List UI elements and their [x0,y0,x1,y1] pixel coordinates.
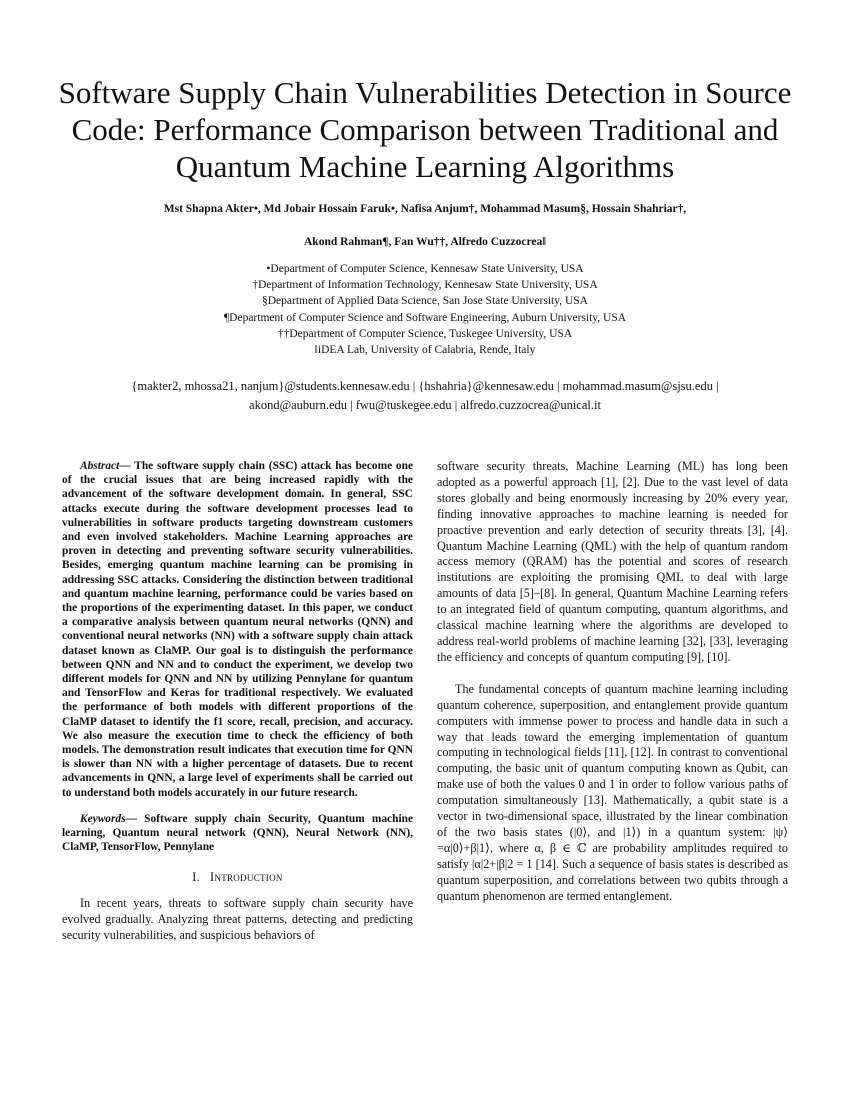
author-emails [60,377,790,414]
affiliations [60,261,790,358]
affiliation: ¶Department of Computer Science and Software Engineering, Auburn University, USA [223,311,627,324]
abstract-text: The software supply chain (SSC) attack has become one of the crucial issues that are being increased rapidly with the advancement of the software development domain. In general, SSC attacks execute during the software development processes lead to vulnerabilities in software products targeting downstream customers and even involved stakeholders. Machine Learning approaches are proven in detecting and preventing software security vulnerabilities. Besides, emerging quantum machine learning can be promising in addressing SSC attacks. Considering the distinction between traditional and quantum machine learning, performance could be varies based on the proportions of the experimenting dataset. In this paper, we conduct a comparative analysis between quantum neural networks (QNN) and conventional neural networks (NN) with a software supply chain attack dataset known as ClaMP. Our goal is to distinguish the performance between QNN and NN and to conduct the experiment, we develop two different models for QNN and NN by utilizing Pennylane for quantum and TensorFlow and Keras for traditional respectively. We evaluated the performance of both models with different proportions of the ClaMP dataset to identify the f1 score, recall, precision, and accuracy. We also measure the execution time to check the efficiency of both models. The demonstration result indicates that execution time for QNN is slower than NN with a higher percentage of datasets. Due to recent advancements in QNN, a large level of experiments shall be carried out to understand both models accurately in our future research. [62,460,413,799]
section-title: Introduction [210,870,283,885]
emails-line-2: akond@auburn.edu | fwu@tuskegee.edu | alfredo.cuzzocrea@unical.it [249,397,601,412]
intro-paragraph-1-continued: software security threats, Machine Learning (ML) has long been adopted as a powerful approach [1], [2]. Due to the vast level of data stores globally and being enormously increasing by 20% every year, finding innovative approaches to machine learning is needed for proactive prevention and early detection of security threats [3], [4]. Quantum Machine Learning (QML) with the help of quantum random access memory (QRAM) has the potential and scores of research institutions are exploiting the promising QML to deal with large amounts of data [5]–[8]. In general, Quantum Machine Learning refers to an integrated field of quantum computing, quantum algorithms, and classical machine learning where the algorithms are developed to address real-world problems of machine learning [32], [33], leveraging the efficiency and concepts of quantum computing [9], [10]. [437,459,788,664]
keywords [62,812,413,855]
abstract-lead: Abstract— [80,460,131,472]
intro-paragraph-1: In recent years, threats to software supply chain security have evolved gradually. Analyzing threat patterns, detecting and predicting security vulnerabilities, and suspicious behaviors of [62,896,413,943]
keywords-lead: Keywords— [80,812,137,825]
authors-line-2: Akond Rahman¶, Fan Wu††, Alfredo Cuzzocrea‖ [304,236,546,248]
left-column [62,459,413,944]
keywords-text: Software supply chain Security, Quantum machine learning, Quantum neural network (QNN), Neural Network (NN), ClaMP, TensorFlow, Pennylane [62,812,413,854]
affiliation: †Department of Information Technology, Kennesaw State University, USA [252,279,598,292]
right-column [437,459,788,904]
affiliation: •Department of Computer Science, Kennesaw State University, USA [266,263,584,275]
section-heading-introduction [62,870,413,886]
paper-title: Software Supply Chain Vulnerabilities Detection in Source Code: Performance Comparison between Traditional and Quantum Machine Learning Algorithms [58,75,792,184]
abstract [62,459,413,800]
affiliation: ††Department of Computer Science, Tuskegee University, USA [277,327,573,340]
section-number: I. [192,870,200,885]
authors-line-1: Mst Shapna Akter•, Md Jobair Hossain Faruk•, Nafisa Anjum†, Mohammad Masum§, Hossain Shahriar†, [163,203,687,215]
intro-paragraph-2: The fundamental concepts of quantum machine learning including quantum coherence, superposition, and entanglement provide quantum computers with immense power to process and handle data in such a way that leads toward the emerging implementation of quantum computing in technological fields [11], [12]. In contrast to conventional computing, the basic unit of quantum computing known as Qubit, can make use of both the values 0 and 1 in order to follow various paths of computation simultaneously [13]. Mathematically, a qubit state is a vector in two-dimensional space, illustrated by the linear combination of the two basis states (|0⟩, and |1⟩) in a quantum system: |ψ⟩=α|0⟩+β|1⟩, where α, β ∈ ℂ are probability amplitudes required to satisfy |α|2+|β|2 = 1 [14]. Such a sequence of basis states is described as quantum superposition, and correlations between two qubits through a quantum phenomenon are termed entanglement. [437,681,788,903]
affiliation: ‖iDEA Lab, University of Calabria, Rende, Italy [314,344,536,357]
emails-line-1: {makter2, mhossa21, nanjum}@students.kennesaw.edu | {hshahria}@kennesaw.edu | mohammad.masum@sjsu.edu | [131,379,719,393]
affiliation: §Department of Applied Data Science, San Jose State University, USA [262,295,588,308]
